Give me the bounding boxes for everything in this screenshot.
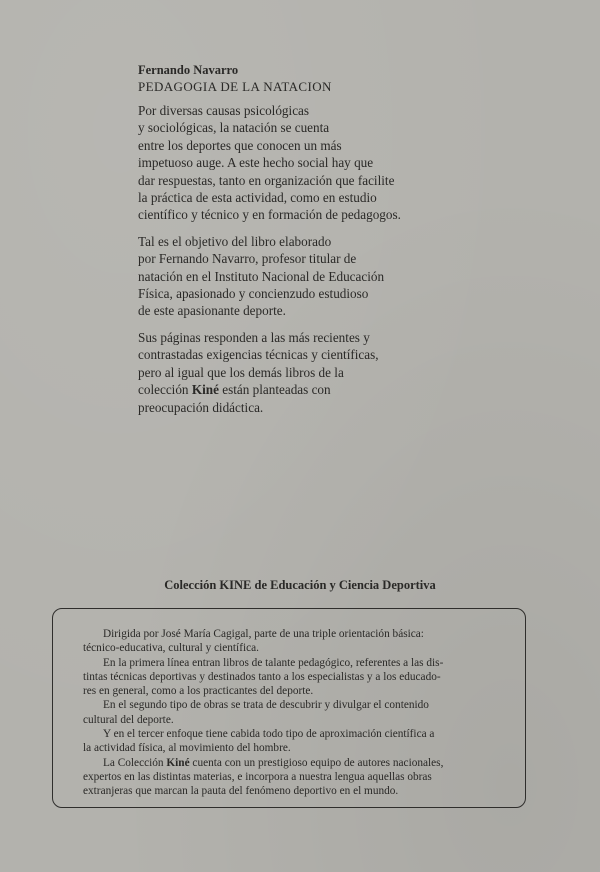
text-line: Dirigida por José María Cagigal, parte de una triple orientación básica: bbox=[103, 628, 424, 640]
text-line bbox=[138, 381, 438, 398]
kine-brand: Kiné bbox=[166, 756, 190, 769]
text-fragment: colección bbox=[138, 382, 192, 398]
kine-brand: Kiné bbox=[191, 382, 219, 398]
text-fragment: cuenta con un prestigioso equipo de autores nacionales, bbox=[189, 756, 444, 769]
text-line: tintas técnicas deportivas y destinados tanto a los especialistas y a los educado- bbox=[83, 670, 441, 683]
text-line: preocupación didáctica. bbox=[138, 399, 264, 415]
book-title: PEDAGOGIA DE LA NATACION bbox=[138, 79, 332, 94]
text-line: por Fernando Navarro, profesor titular de bbox=[138, 251, 357, 267]
book-description bbox=[138, 62, 438, 425]
text-line: natación en el Instituto Nacional de Educación bbox=[138, 268, 385, 284]
paragraph-1 bbox=[138, 102, 438, 224]
text-line: la práctica de esta actividad, como en estudio bbox=[138, 190, 377, 206]
text-line: entre los deportes que conocen un más bbox=[138, 137, 342, 153]
text-line: dar respuestas, tanto en organización que facilite bbox=[138, 172, 395, 188]
author-name: Fernando Navarro bbox=[138, 63, 239, 77]
text-fragment: La Colección bbox=[103, 756, 167, 769]
text-line: Tal es el objetivo del libro elaborado bbox=[138, 233, 332, 249]
collection-title: Colección KINE de Educación y Ciencia Deportiva bbox=[164, 578, 436, 592]
text-line: científico y técnico y en formación de pedagogos. bbox=[138, 207, 401, 223]
collection-description bbox=[83, 627, 506, 799]
text-line: Por diversas causas psicológicas bbox=[138, 103, 310, 118]
text-line: técnico-educativa, cultural y científica. bbox=[83, 642, 259, 655]
paragraph-2 bbox=[138, 233, 438, 320]
text-line: Física, apasionado y concienzudo estudioso bbox=[138, 286, 369, 302]
text-line: res en general, como a los practicantes del deporte. bbox=[83, 685, 314, 698]
text-line bbox=[83, 756, 506, 770]
text-line: Y en el tercer enfoque tiene cabida todo tipo de aproximación científica a bbox=[103, 728, 435, 741]
text-line: expertos en las distintas materias, e incorpora a nuestra lengua aquellas obras bbox=[83, 770, 432, 783]
text-line: impetuoso auge. A este hecho social hay que bbox=[138, 155, 374, 171]
text-line: contrastadas exigencias técnicas y científicas, bbox=[138, 347, 379, 363]
text-line: extranjeras que marcan la pauta del fenómeno deportivo en el mundo. bbox=[83, 785, 399, 798]
text-line: pero al igual que los demás libros de la bbox=[138, 364, 344, 380]
text-line: la actividad física, al movimiento del hombre. bbox=[83, 742, 291, 755]
text-line: En la primera línea entran libros de talante pedagógico, referentes a las dis- bbox=[103, 656, 444, 669]
text-line: Sus páginas responden a las más recientes y bbox=[138, 329, 370, 345]
text-line: En el segundo tipo de obras se trata de descubrir y divulgar el contenido bbox=[103, 699, 429, 712]
text-line: y sociológicas, la natación se cuenta bbox=[138, 120, 330, 136]
text-line: de este apasionante deporte. bbox=[138, 303, 286, 319]
collection-info-box bbox=[52, 608, 526, 808]
paragraph-3 bbox=[138, 329, 438, 416]
text-line: cultural del deporte. bbox=[83, 713, 174, 726]
text-fragment: están planteadas con bbox=[218, 382, 331, 398]
